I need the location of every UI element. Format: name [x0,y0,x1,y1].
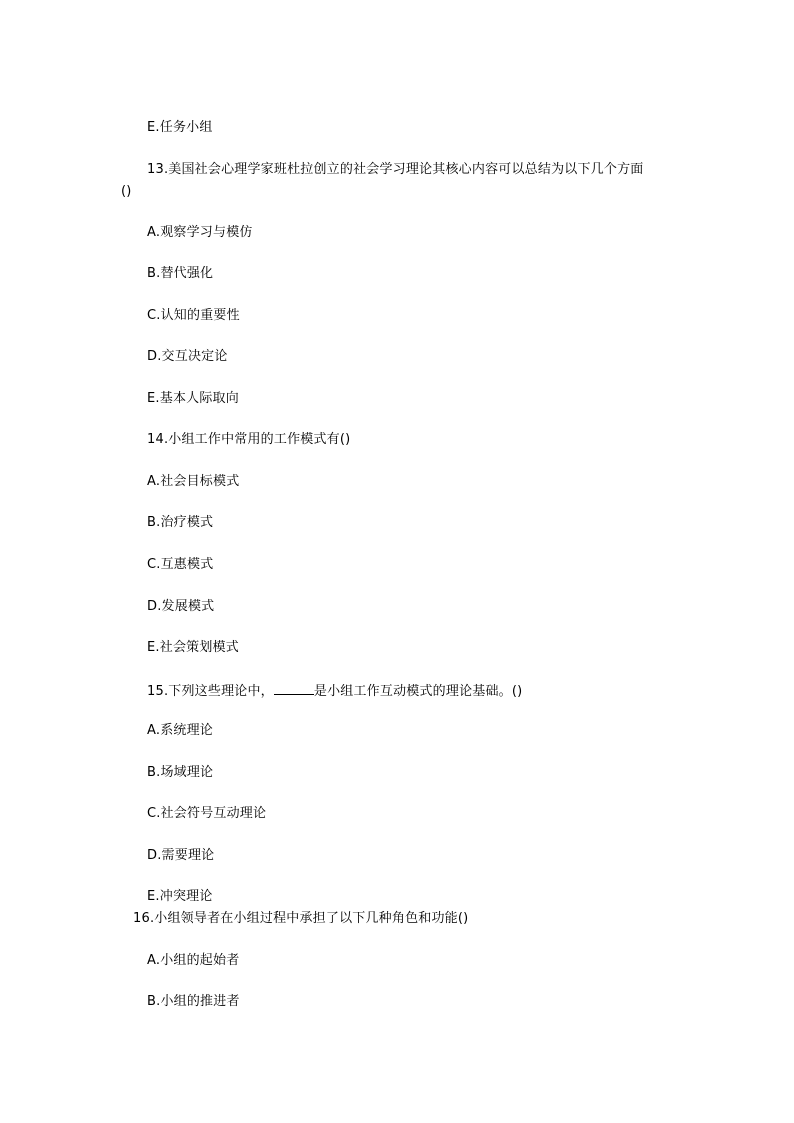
option-e-task-group: E.任务小组 [147,120,213,135]
question-14-option-a: A.社会目标模式 [147,474,240,489]
question-16-option-b: B.小组的推进者 [147,994,240,1009]
question-14-option-b: B.治疗模式 [147,515,214,530]
question-14-text: 14.小组工作中常用的工作模式有() [147,432,351,447]
question-15-suffix: 是小组工作互动模式的理论基础。() [313,684,523,699]
question-14-option-c: C.互惠模式 [147,557,214,572]
question-14-option-e: E.社会策划模式 [147,640,239,655]
question-15-option-e: E.冲突理论 [147,889,213,904]
question-14-option-d: D.发展模式 [147,599,215,614]
question-16-text: 16.小组领导者在小组过程中承担了以下几种角色和功能() [133,911,469,926]
question-15-option-b: B.场域理论 [147,765,214,780]
question-16-option-a: A.小组的起始者 [147,953,240,968]
question-15-prefix: 15.下列这些理论中， [147,684,274,699]
question-13-text: 13.美国社会心理学家班杜拉创立的社会学习理论其核心内容可以总结为以下几个方面 [147,162,644,177]
question-15-option-a: A.系统理论 [147,723,213,738]
fill-in-blank [274,682,314,695]
question-13-option-c: C.认知的重要性 [147,308,240,323]
question-15-text [147,682,522,700]
question-15-option-d: D.需要理论 [147,848,215,863]
question-13-option-a: A.观察学习与模仿 [147,225,253,240]
question-15-option-c: C.社会符号互动理论 [147,806,267,821]
question-13-option-b: B.替代强化 [147,266,214,281]
question-13-paren: () [121,184,132,199]
question-13-option-e: E.基本人际取向 [147,391,239,406]
question-13-option-d: D.交互决定论 [147,349,228,364]
